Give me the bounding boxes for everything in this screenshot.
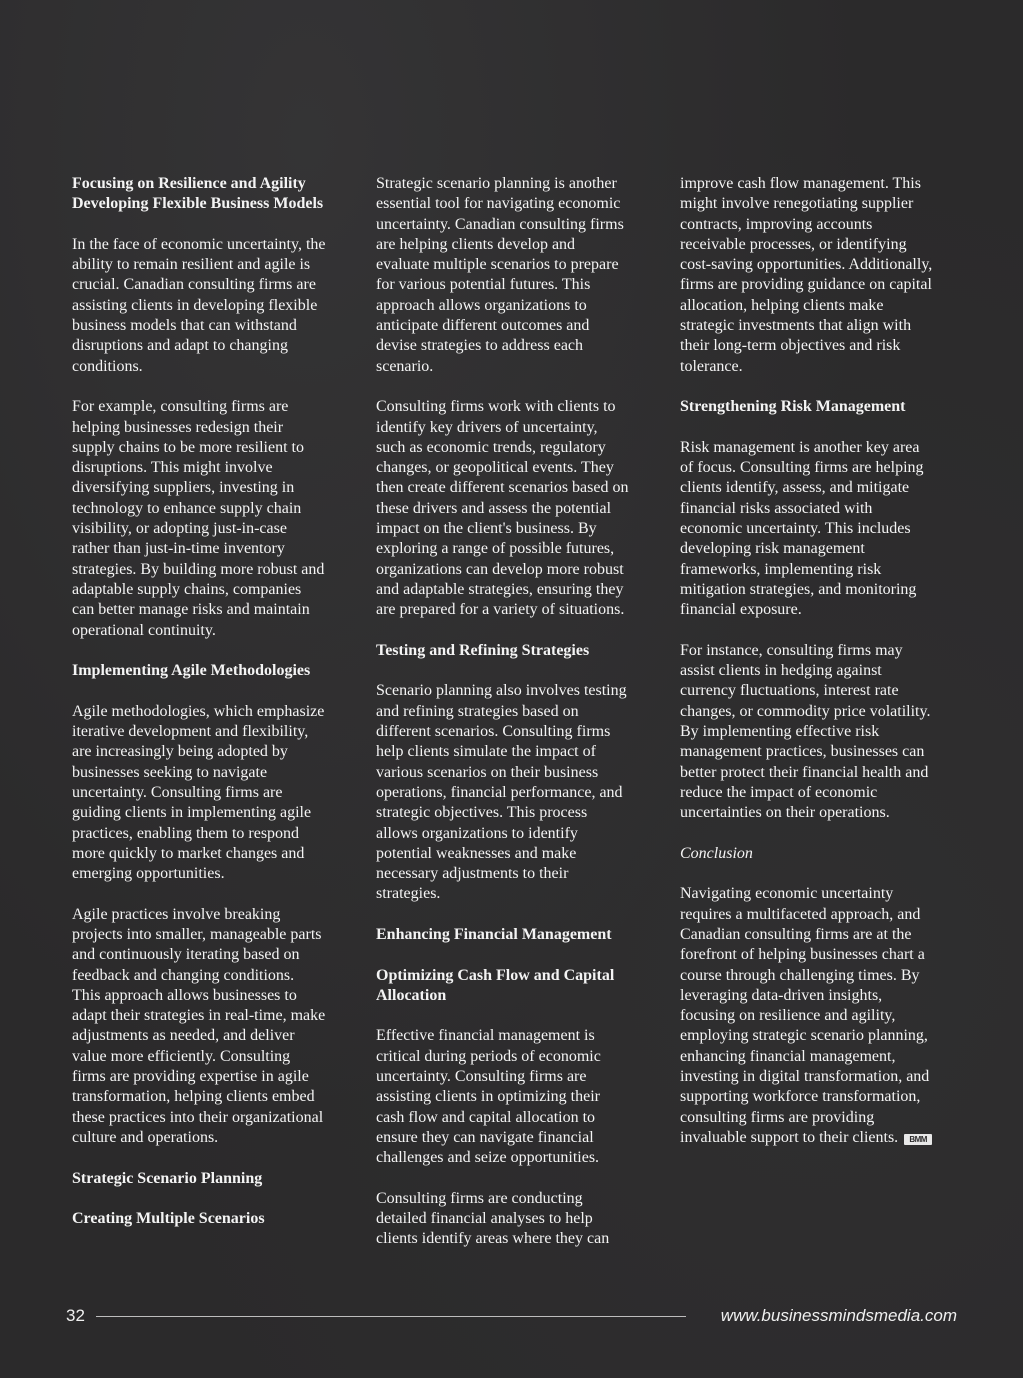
section-heading: [376, 641, 660, 661]
paragraph-text: Navigating economic uncertainty requires a multifaceted approach, and Canadian consulting firms are at the forefront of helping businesses chart a course through challenging times. By leveraging data-driven insights, focusing on resilience and agility, employing strategic scenario planning, enhancing financial management, investing in digital transformation, and supporting workforce transformation, consulting firms are providing invaluable support to their clients.: [680, 885, 930, 1146]
paragraph-text: Strategic Scenario Planning: [72, 1169, 263, 1187]
conclusion-heading: [680, 844, 964, 864]
body-paragraph: [680, 884, 964, 1148]
paragraph-text: Creating Multiple Scenarios: [72, 1210, 265, 1228]
section-heading: [72, 661, 356, 681]
paragraph-text: Implementing Agile Methodologies: [72, 662, 311, 680]
body-paragraph: [680, 174, 964, 377]
body-paragraph: [72, 397, 356, 641]
section-heading: [72, 1169, 356, 1189]
website-link[interactable]: www.businessmindsmedia.com: [720, 1306, 957, 1325]
body-paragraph: [376, 681, 660, 904]
section-heading: [72, 1209, 356, 1229]
section-heading: [376, 966, 660, 1007]
section-heading: [72, 174, 356, 215]
paragraph-text: Effective financial management is critical during periods of economic uncertainty. Consulting firms are assisting clients in optimizing their cash flow and capital allocation to ensure they can navigate financial challenges and seize opportunities.: [376, 1027, 601, 1167]
end-mark-logo: BMM: [904, 1134, 932, 1145]
paragraph-text: Conclusion: [680, 844, 753, 862]
section-heading: [376, 925, 660, 945]
body-paragraph: [376, 397, 660, 620]
body-paragraph: [376, 174, 660, 377]
body-paragraph: [680, 438, 964, 621]
body-paragraph: [72, 235, 356, 377]
paragraph-text: Risk management is another key area of focus. Consulting firms are helping clients identify, assess, and mitigate financial risks associated with economic uncertainty. This includes developing risk management frameworks, implementing risk mitigation strategies, and monitoring financial exposure.: [680, 438, 924, 619]
footer-divider: [96, 1316, 686, 1317]
page-footer: [66, 1302, 957, 1328]
section-heading: [680, 397, 964, 417]
paragraph-text: Agile practices involve breaking projects into smaller, manageable parts and continuously iterating based on feedback and changing conditions. This approach allows businesses to adapt their strategies in real-time, make adjustments as needed, and deliver value more efficiently. Consulting firms are providing expertise in agile transformation, helping clients embed these practices into their organizational culture and operations.: [72, 905, 326, 1146]
body-paragraph: [72, 905, 356, 1149]
paragraph-text: Strategic scenario planning is another essential tool for navigating economic uncertainty. Canadian consulting firms are helping clients develop and evaluate multiple scenarios to prepare for various potential futures. This approach allows organizations to anticipate different outcomes and devise strategies to address each scenario.: [376, 175, 624, 375]
paragraph-text: Scenario planning also involves testing and refining strategies based on different scenarios. Consulting firms help clients simulate the impact of various scenarios on their business operations, financial performance, and strategic objectives. This process allows organizations to identify potential weaknesses and make necessary adjustments to their strategies.: [376, 682, 627, 903]
paragraph-text: Agile methodologies, which emphasize iterative development and flexibility, are increasingly being adopted by businesses seeking to navigate uncertainty. Consulting firms are guiding clients in implementing agile practices, enabling them to respond more quickly to market changes and emerging opportunities.: [72, 702, 325, 883]
body-paragraph: [376, 1026, 660, 1168]
body-paragraph: [72, 702, 356, 885]
paragraph-text: Focusing on Resilience and Agility Developing Flexible Business Models: [72, 175, 324, 213]
paragraph-text: Strengthening Risk Management: [680, 398, 906, 416]
paragraph-text: Consulting firms are conducting detailed financial analyses to help clients identify areas where they can: [376, 1189, 610, 1248]
paragraph-text: For example, consulting firms are helping businesses redesign their supply chains to be more resilient to disruptions. This might involve diversifying suppliers, investing in technology to enhance supply chain visibility, or adopting just-in-case rather than just-in-time inventory strategies. By building more robust and adaptable supply chains, companies can better manage risks and maintain operational continuity.: [72, 398, 325, 639]
text-column-2: [376, 174, 660, 1250]
text-column-3: [680, 174, 964, 1148]
page-number: 32: [66, 1306, 85, 1325]
body-paragraph: [376, 1189, 660, 1250]
paragraph-text: Consulting firms work with clients to identify key drivers of uncertainty, such as economic trends, regulatory changes, or geopolitical events. They then create different scenarios based on these drivers and assess the potential impact on the client's business. By exploring a range of possible futures, organizations can develop more robust and adaptable strategies, ensuring they are prepared for a variety of situations.: [376, 398, 629, 619]
paragraph-text: improve cash flow management. This might involve renegotiating supplier contracts, improving accounts receivable processes, or identifying cost-saving opportunities. Additionally, firms are providing guidance on capital allocation, helping clients make strategic investments that align with their long-term objectives and risk tolerance.: [680, 175, 933, 375]
paragraph-text: In the face of economic uncertainty, the ability to remain resilient and agile is crucial. Canadian consulting firms are assisting clients in developing flexible business models that can withstand disruptions and adapt to changing conditions.: [72, 235, 326, 375]
paragraph-text: Enhancing Financial Management: [376, 925, 612, 943]
body-paragraph: [680, 641, 964, 824]
text-column-1: [72, 174, 356, 1229]
paragraph-text: Testing and Refining Strategies: [376, 641, 590, 659]
paragraph-text: For instance, consulting firms may assist clients in hedging against currency fluctuations, interest rate changes, or commodity price volatility. By implementing effective risk management practices, businesses can better protect their financial health and reduce the impact of economic uncertainties on their operations.: [680, 641, 931, 822]
paragraph-text: Optimizing Cash Flow and Capital Allocation: [376, 966, 615, 1004]
